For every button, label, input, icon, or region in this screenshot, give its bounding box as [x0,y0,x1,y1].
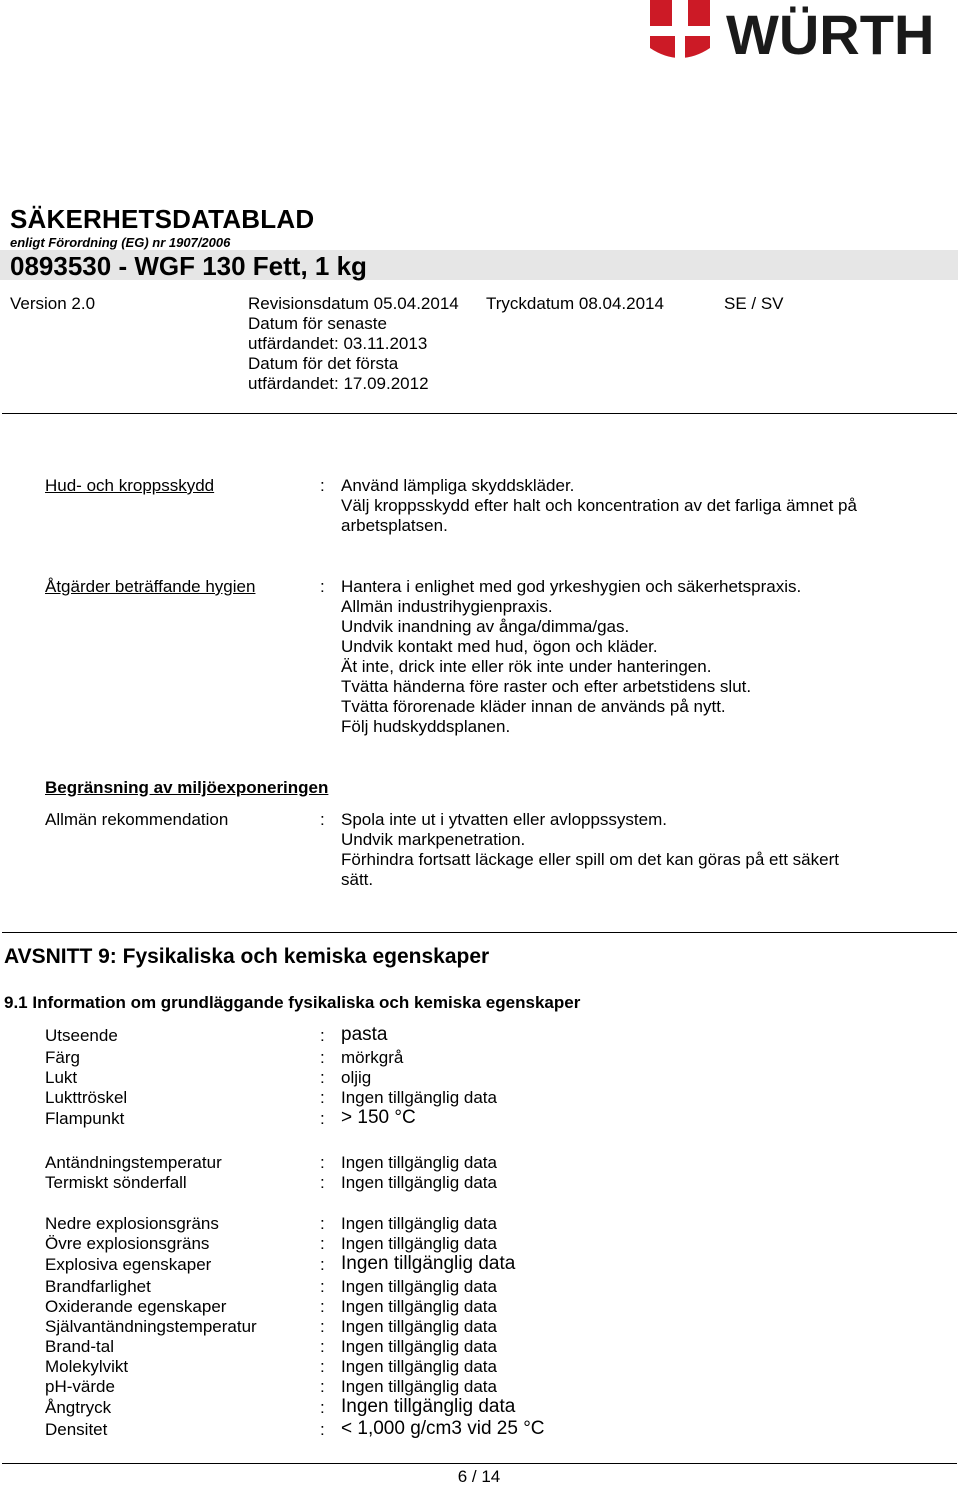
colon: : [320,1255,325,1274]
property-label: Lukt [45,1068,78,1087]
hygiene-label: Åtgärder beträffande hygien [45,577,256,596]
colon: : [320,1214,325,1233]
value-line: Undvik kontakt med hud, ögon och kläder. [341,637,658,656]
brand-name: WÜRTH [726,3,935,66]
property-value: Ingen tillgänglig data [341,1357,497,1376]
property-label: Självantändningstemperatur [45,1317,257,1336]
value-line: Spola inte ut i ytvatten eller avloppssystem. [341,810,667,829]
colon: : [320,1398,325,1417]
colon: : [320,1377,325,1396]
property-label: Brand-tal [45,1337,114,1356]
print-date: Tryckdatum 08.04.2014 [486,294,664,313]
colon: : [320,1234,325,1253]
revision-line: utfärdandet: 03.11.2013 [248,334,428,353]
property-label: Övre explosionsgräns [45,1234,210,1253]
version: Version 2.0 [10,294,96,313]
property-label: Utseende [45,1026,118,1045]
page-number: 6 / 14 [457,1467,501,1486]
colon: : [320,476,325,495]
colon: : [320,1173,325,1192]
colon: : [320,1153,325,1172]
colon: : [320,1317,325,1336]
colon: : [320,1297,325,1316]
property-label: pH-värde [45,1377,115,1396]
skin-protection-value [341,476,901,536]
regulation: enligt Förordning (EG) nr 1907/2006 [10,235,231,250]
property-label: Densitet [45,1420,108,1439]
colon: : [320,1337,325,1356]
value-line: sätt. [341,870,374,889]
locale: SE / SV [724,294,784,313]
property-value: Ingen tillgänglig data [341,1317,497,1336]
colon: : [320,1068,325,1087]
env-label: Allmän rekommendation [45,810,229,829]
property-label: Färg [45,1048,80,1067]
colon: : [320,1420,325,1439]
colon: : [320,1357,325,1376]
property-value: Ingen tillgänglig data [341,1088,497,1107]
section-divider [2,932,957,933]
value-line: arbetsplatsen. [341,516,448,535]
property-label: Flampunkt [45,1109,125,1128]
property-value: Ingen tillgänglig data [341,1377,497,1396]
value-line: Tvätta händerna före raster och efter arbetstidens slut. [341,677,752,696]
property-value: oljig [341,1068,372,1087]
property-value: Ingen tillgänglig data [341,1173,497,1192]
revision-line: Revisionsdatum 05.04.2014 [248,294,459,313]
property-label: Ångtryck [45,1398,112,1417]
wurth-logo [650,0,960,68]
property-value: > 150 °C [341,1107,416,1128]
value-line: Hantera i enlighet med god yrkeshygien och säkerhetspraxis. [341,577,802,596]
section9-title: AVSNITT 9: Fysikaliska och kemiska egenskaper [4,945,490,968]
value-line: Följ hudskyddsplanen. [341,717,511,736]
value-line: Förhindra fortsatt läckage eller spill om det kan göras på ett säkert [341,850,839,869]
property-value: < 1,000 g/cm3 vid 25 °C [341,1418,545,1439]
value-line: Tvätta förorenade kläder innan de används på nytt. [341,697,726,716]
colon: : [320,1088,325,1107]
revision-line: Datum för det första [248,354,399,373]
colon: : [320,810,325,829]
property-label: Molekylvikt [45,1357,129,1376]
value-line: Undvik markpenetration. [341,830,526,849]
wurth-logo-graphic [650,0,960,68]
colon: : [320,577,325,596]
property-label: Nedre explosionsgräns [45,1214,219,1233]
header-divider [2,413,957,414]
property-label: Brandfarlighet [45,1277,151,1296]
value-line: Välj kroppsskydd efter halt och koncentration av det farliga ämnet på [341,496,857,515]
property-value: Ingen tillgänglig data [341,1234,497,1253]
colon: : [320,1026,325,1045]
skin-protection-label: Hud- och kroppsskydd [45,476,215,495]
hygiene-value [341,577,901,737]
value-line: Använd lämpliga skyddskläder. [341,476,575,495]
revision-line: utfärdandet: 17.09.2012 [248,374,429,393]
doc-title: SÄKERHETSDATABLAD [10,204,315,234]
property-value: Ingen tillgänglig data [341,1153,497,1172]
colon: : [320,1048,325,1067]
product-name: 0893530 - WGF 130 Fett, 1 kg [10,251,367,281]
property-label: Termiskt sönderfall [45,1173,187,1192]
property-value: pasta [341,1024,388,1045]
env-heading: Begränsning av miljöexponeringen [45,778,329,797]
property-value: Ingen tillgänglig data [341,1337,497,1356]
property-label: Oxiderande egenskaper [45,1297,227,1316]
property-value: Ingen tillgänglig data [341,1297,497,1316]
property-value: Ingen tillgänglig data [341,1214,497,1233]
property-value: Ingen tillgänglig data [341,1253,516,1274]
colon: : [320,1277,325,1296]
value-line: Allmän industrihygienpraxis. [341,597,553,616]
property-label: Antändningstemperatur [45,1153,222,1172]
section91-subtitle: 9.1 Information om grundläggande fysikaliska och kemiska egenskaper [4,993,581,1012]
colon: : [320,1109,325,1128]
revision-block [248,294,459,394]
property-label: Lukttröskel [45,1088,128,1107]
property-value: Ingen tillgänglig data [341,1396,516,1417]
env-value [341,810,901,890]
property-label: Explosiva egenskaper [45,1255,212,1274]
value-line: Undvik inandning av ånga/dimma/gas. [341,617,630,636]
value-line: Ät inte, drick inte eller rök inte under hanteringen. [341,657,712,676]
property-value: Ingen tillgänglig data [341,1277,497,1296]
property-value: mörkgrå [341,1048,404,1067]
revision-line: Datum för senaste [248,314,387,333]
footer-divider [2,1463,957,1464]
